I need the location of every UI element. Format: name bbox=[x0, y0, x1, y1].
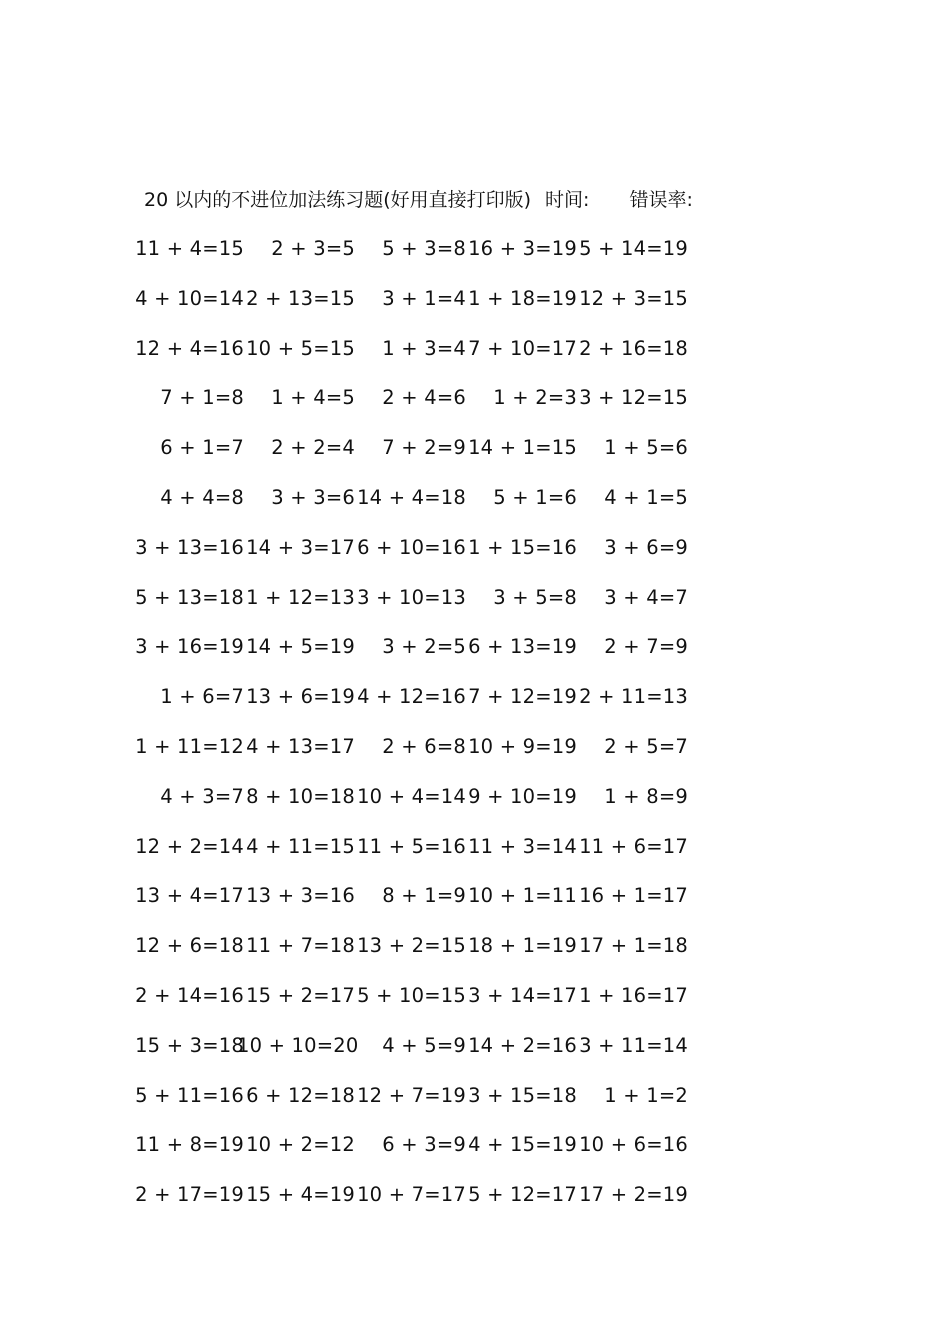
equation-cell: 1 + 12=13 bbox=[246, 585, 355, 609]
equation-row bbox=[0, 881, 950, 931]
equation-cell: 2 + 16=18 bbox=[579, 336, 688, 360]
equation-cell: 9 + 10=19 bbox=[468, 784, 577, 808]
equation-cell: 7 + 1=8 bbox=[160, 386, 244, 410]
equation-row bbox=[0, 284, 950, 334]
equation-cell: 3 + 3=6 bbox=[271, 485, 355, 509]
equation-row bbox=[0, 732, 950, 782]
equation-cell: 1 + 11=12 bbox=[135, 734, 244, 758]
equation-cell: 3 + 13=16 bbox=[135, 535, 244, 559]
equation-cell: 1 + 18=19 bbox=[468, 286, 577, 310]
equation-cell: 12 + 3=15 bbox=[579, 286, 688, 310]
equation-cell: 14 + 2=16 bbox=[468, 1033, 577, 1057]
equation-cell: 11 + 7=18 bbox=[246, 934, 355, 958]
equation-row bbox=[0, 234, 950, 284]
equation-cell: 11 + 4=15 bbox=[135, 237, 244, 260]
equation-cell: 11 + 8=19 bbox=[135, 1133, 244, 1157]
equation-row bbox=[0, 782, 950, 832]
equation-cell: 11 + 5=16 bbox=[357, 834, 466, 858]
equation-cell: 2 + 4=6 bbox=[382, 386, 466, 410]
equation-cell: 14 + 4=18 bbox=[357, 485, 466, 509]
equation-cell: 1 + 3=4 bbox=[382, 336, 466, 360]
equation-cell: 15 + 4=19 bbox=[246, 1183, 355, 1207]
equation-cell: 17 + 2=19 bbox=[579, 1183, 688, 1207]
equation-cell: 3 + 15=18 bbox=[468, 1083, 577, 1107]
equation-cell: 4 + 4=8 bbox=[160, 485, 244, 509]
equation-cell: 7 + 10=17 bbox=[468, 336, 577, 360]
equation-row bbox=[0, 533, 950, 583]
equation-cell: 1 + 8=9 bbox=[604, 784, 688, 808]
equation-cell: 11 + 3=14 bbox=[468, 834, 577, 858]
equation-row bbox=[0, 832, 950, 882]
equation-cell: 3 + 1=4 bbox=[382, 286, 466, 310]
equation-row bbox=[0, 632, 950, 682]
equation-cell: 5 + 14=19 bbox=[579, 237, 688, 260]
equation-row bbox=[0, 931, 950, 981]
equation-cell: 10 + 9=19 bbox=[468, 734, 577, 758]
equation-row bbox=[0, 383, 950, 433]
equation-cell: 4 + 15=19 bbox=[468, 1133, 577, 1157]
equation-cell: 12 + 7=19 bbox=[357, 1083, 466, 1107]
equation-cell: 3 + 10=13 bbox=[357, 585, 466, 609]
equation-row bbox=[0, 1031, 950, 1081]
equation-cell: 4 + 3=7 bbox=[160, 784, 244, 808]
equation-cell: 15 + 2=17 bbox=[246, 983, 355, 1007]
error-rate-label: 错误率: bbox=[629, 189, 693, 211]
equation-cell: 15 + 3=18 bbox=[135, 1033, 244, 1057]
equation-cell: 3 + 16=19 bbox=[135, 635, 244, 659]
equation-cell: 7 + 2=9 bbox=[382, 436, 466, 460]
equation-cell: 16 + 1=17 bbox=[579, 884, 688, 908]
equation-cell: 1 + 16=17 bbox=[579, 983, 688, 1007]
equation-cell: 10 + 6=16 bbox=[579, 1133, 688, 1157]
equation-cell: 1 + 15=16 bbox=[468, 535, 577, 559]
equation-cell: 8 + 1=9 bbox=[382, 884, 466, 908]
equation-row bbox=[0, 1180, 950, 1230]
equation-cell: 5 + 10=15 bbox=[357, 983, 466, 1007]
equation-cell: 2 + 3=5 bbox=[271, 237, 355, 260]
equation-cell: 1 + 1=2 bbox=[604, 1083, 688, 1107]
equation-cell: 3 + 12=15 bbox=[579, 386, 688, 410]
equation-cell: 14 + 3=17 bbox=[246, 535, 355, 559]
equation-cell: 2 + 2=4 bbox=[271, 436, 355, 460]
equation-row bbox=[0, 433, 950, 483]
equation-cell: 2 + 17=19 bbox=[135, 1183, 244, 1207]
equation-cell: 4 + 11=15 bbox=[246, 834, 355, 858]
equation-cell: 12 + 2=14 bbox=[135, 834, 244, 858]
equation-row bbox=[0, 483, 950, 533]
equation-cell: 10 + 1=11 bbox=[468, 884, 577, 908]
equation-cell: 6 + 10=16 bbox=[357, 535, 466, 559]
equation-cell: 8 + 10=18 bbox=[246, 784, 355, 808]
equation-cell: 3 + 2=5 bbox=[382, 635, 466, 659]
equation-cell: 3 + 4=7 bbox=[604, 585, 688, 609]
equation-row bbox=[0, 981, 950, 1031]
equation-cell: 1 + 6=7 bbox=[160, 685, 244, 709]
equation-cell: 13 + 6=19 bbox=[246, 685, 355, 709]
equation-cell: 7 + 12=19 bbox=[468, 685, 577, 709]
equation-row bbox=[0, 1130, 950, 1180]
equation-cell: 3 + 6=9 bbox=[604, 535, 688, 559]
equation-cell: 4 + 13=17 bbox=[246, 734, 355, 758]
equation-cell: 6 + 12=18 bbox=[246, 1083, 355, 1107]
equation-cell: 18 + 1=19 bbox=[468, 934, 577, 958]
equation-cell: 2 + 6=8 bbox=[382, 734, 466, 758]
equation-grid bbox=[0, 234, 950, 1230]
equation-cell: 10 + 7=17 bbox=[357, 1183, 466, 1207]
equation-cell: 10 + 2=12 bbox=[246, 1133, 355, 1157]
equation-cell: 5 + 13=18 bbox=[135, 585, 244, 609]
equation-cell: 2 + 5=7 bbox=[604, 734, 688, 758]
equation-row bbox=[0, 334, 950, 384]
worksheet-header bbox=[144, 186, 693, 214]
equation-cell: 6 + 1=7 bbox=[160, 436, 244, 460]
equation-cell: 10 + 5=15 bbox=[246, 336, 355, 360]
equation-cell: 12 + 6=18 bbox=[135, 934, 244, 958]
equation-cell: 13 + 3=16 bbox=[246, 884, 355, 908]
equation-cell: 3 + 11=14 bbox=[579, 1033, 688, 1057]
equation-cell: 1 + 2=3 bbox=[493, 386, 577, 410]
equation-cell: 5 + 11=16 bbox=[135, 1083, 244, 1107]
equation-cell: 12 + 4=16 bbox=[135, 336, 244, 360]
equation-cell: 4 + 1=5 bbox=[604, 485, 688, 509]
equation-cell: 4 + 12=16 bbox=[357, 685, 466, 709]
equation-cell: 5 + 12=17 bbox=[468, 1183, 577, 1207]
equation-cell: 2 + 11=13 bbox=[579, 685, 688, 709]
equation-cell: 4 + 10=14 bbox=[135, 286, 244, 310]
equation-cell: 17 + 1=18 bbox=[579, 934, 688, 958]
equation-cell: 1 + 5=6 bbox=[604, 436, 688, 460]
equation-cell: 6 + 3=9 bbox=[382, 1133, 466, 1157]
equation-cell: 13 + 4=17 bbox=[135, 884, 244, 908]
equation-cell: 5 + 1=6 bbox=[493, 485, 577, 509]
equation-cell: 5 + 3=8 bbox=[382, 237, 466, 260]
equation-cell: 4 + 5=9 bbox=[382, 1033, 466, 1057]
equation-cell: 3 + 14=17 bbox=[468, 983, 577, 1007]
equation-cell: 14 + 1=15 bbox=[468, 436, 577, 460]
equation-cell: 10 + 10=20 bbox=[237, 1033, 359, 1057]
equation-cell: 6 + 13=19 bbox=[468, 635, 577, 659]
equation-cell: 11 + 6=17 bbox=[579, 834, 688, 858]
time-label: 时间: bbox=[545, 189, 590, 211]
equation-row bbox=[0, 1081, 950, 1131]
equation-cell: 13 + 2=15 bbox=[357, 934, 466, 958]
equation-row bbox=[0, 682, 950, 732]
equation-cell: 1 + 4=5 bbox=[271, 386, 355, 410]
equation-cell: 14 + 5=19 bbox=[246, 635, 355, 659]
equation-cell: 16 + 3=19 bbox=[468, 237, 577, 260]
equation-cell: 10 + 4=14 bbox=[357, 784, 466, 808]
equation-cell: 3 + 5=8 bbox=[493, 585, 577, 609]
equation-cell: 2 + 13=15 bbox=[246, 286, 355, 310]
equation-row bbox=[0, 583, 950, 633]
worksheet-title: 20 以内的不进位加法练习题(好用直接打印版) bbox=[144, 189, 532, 211]
equation-cell: 2 + 14=16 bbox=[135, 983, 244, 1007]
equation-cell: 2 + 7=9 bbox=[604, 635, 688, 659]
